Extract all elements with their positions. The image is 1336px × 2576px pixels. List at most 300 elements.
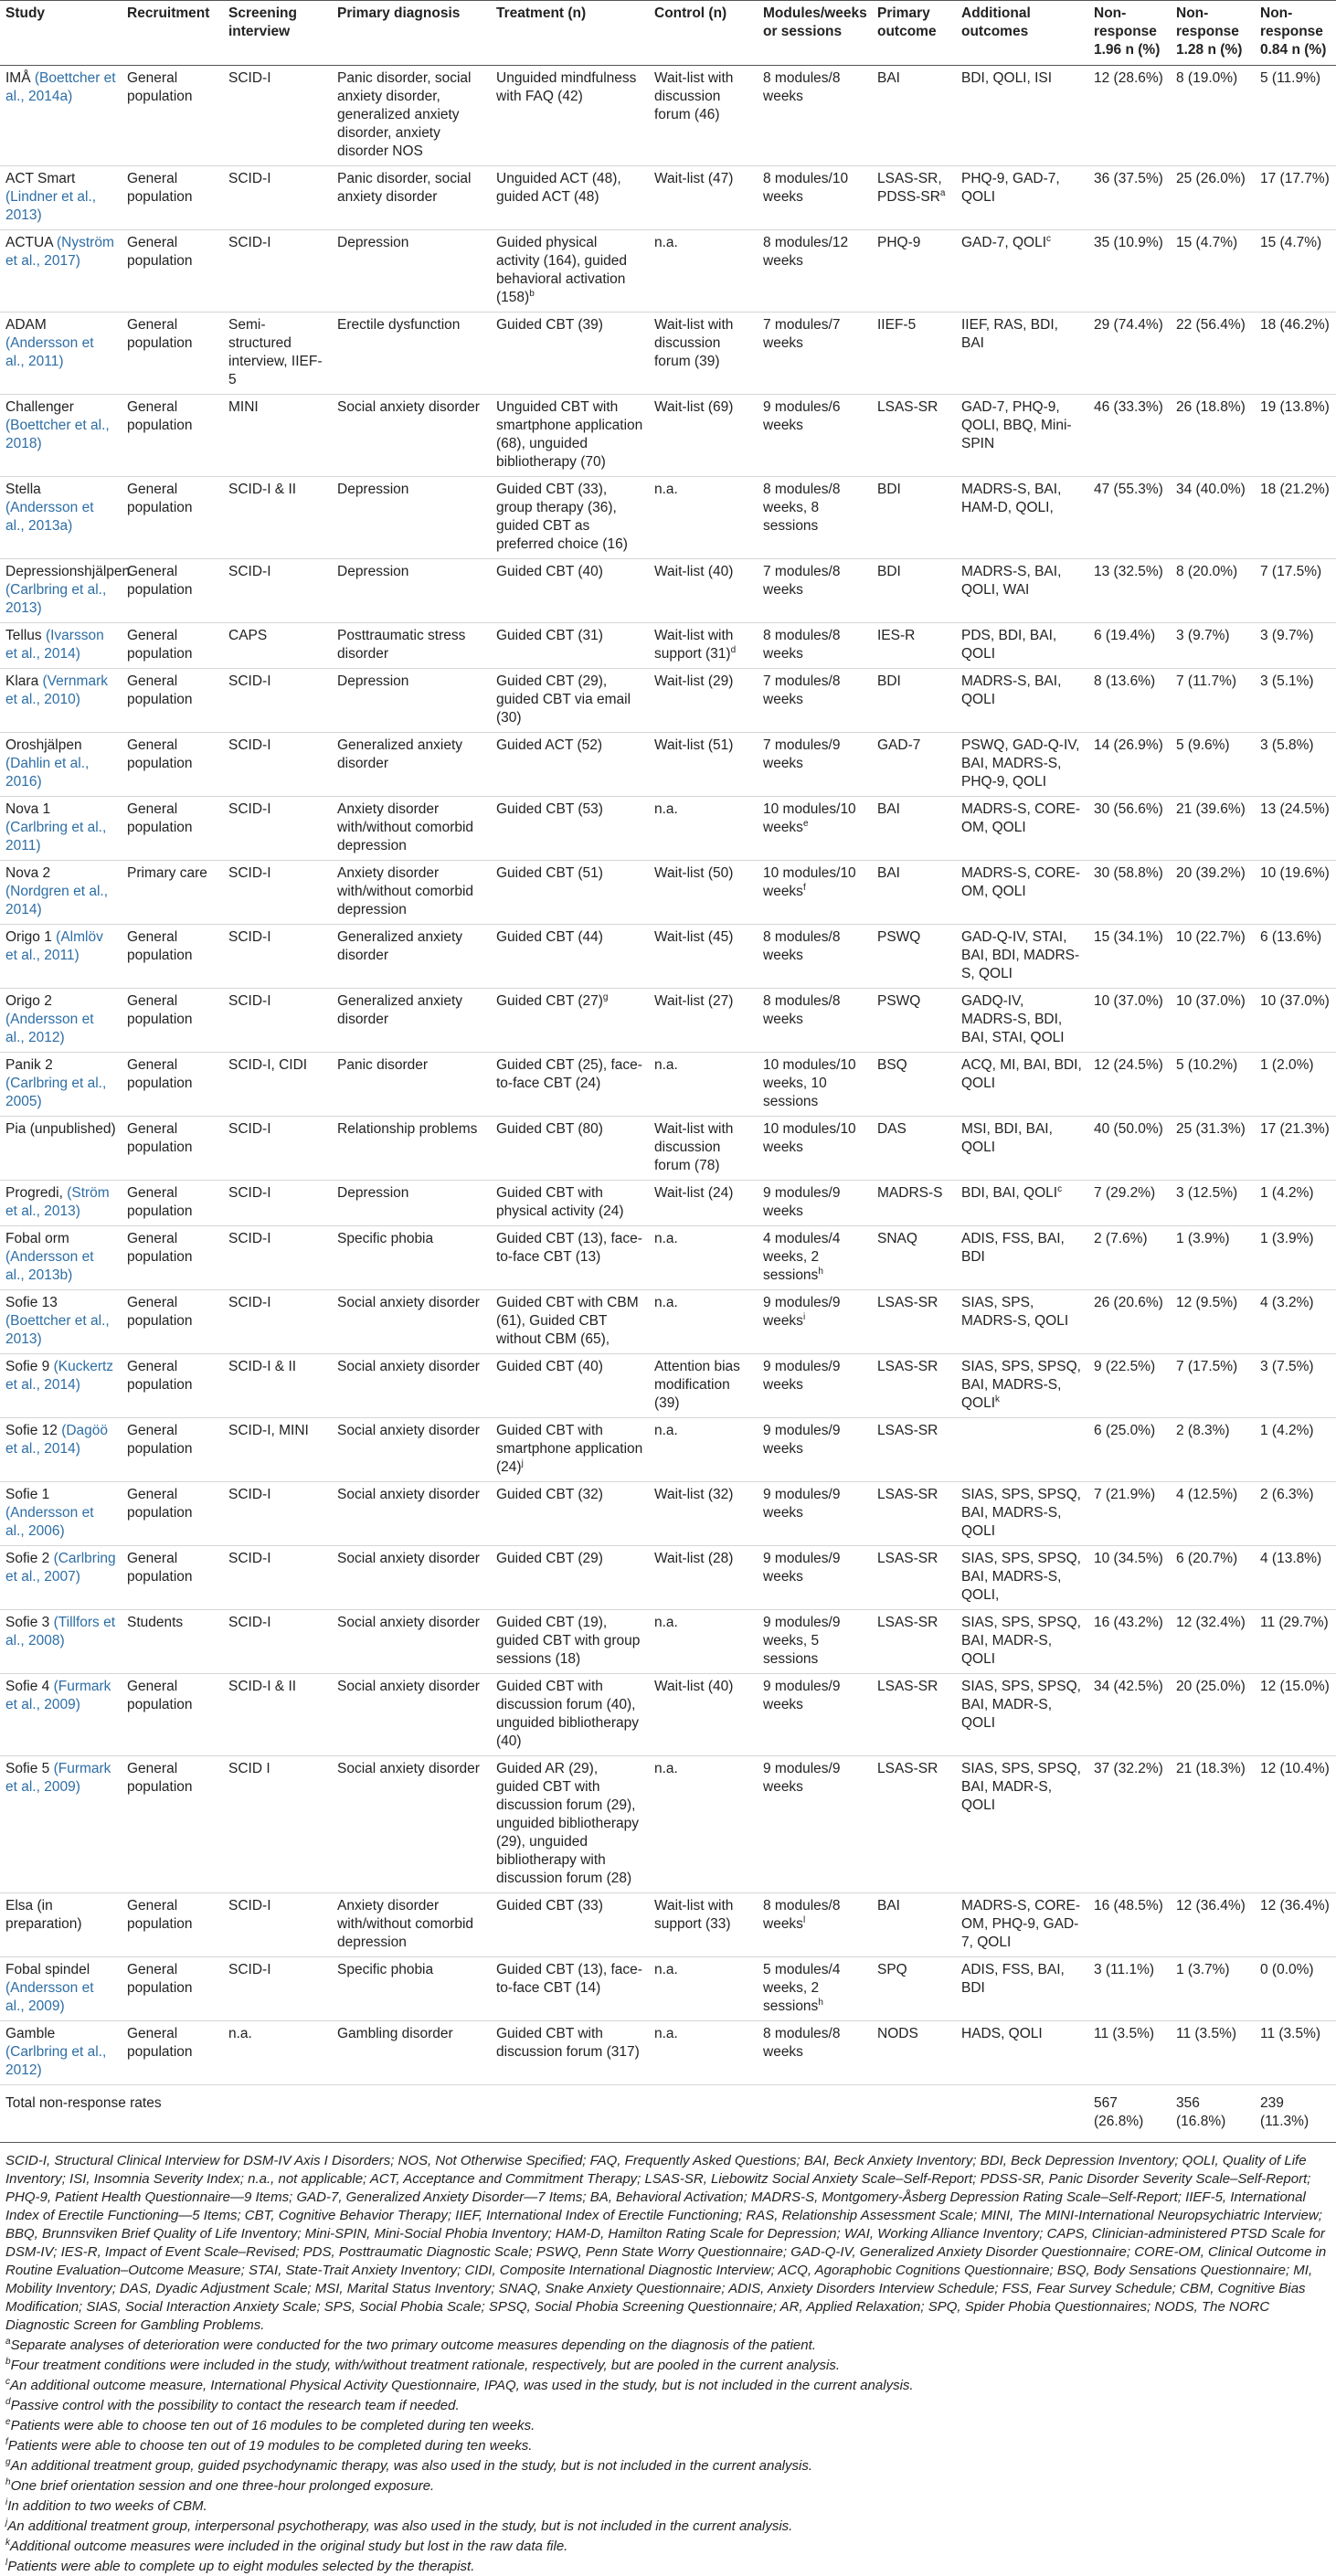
recruitment-text: General population (127, 2026, 193, 2060)
cell-modules (758, 559, 872, 623)
screening-text: SCID I (228, 1761, 270, 1776)
cell-screening (223, 1482, 332, 1546)
cell-additional (956, 1893, 1088, 1957)
outcome-text: SNAQ (877, 1231, 917, 1246)
cell-nr196 (1088, 623, 1171, 669)
table-row (0, 861, 1336, 925)
study-name: Oroshjälpen (5, 737, 82, 753)
nonresponse-value: 12 (36.4%) (1260, 1898, 1330, 1913)
cell-screening (223, 733, 332, 797)
nonresponse-value: 15 (4.7%) (1260, 235, 1322, 250)
outcome-text: SPQ (877, 1962, 907, 1977)
nonresponse-value: 12 (24.5%) (1094, 1057, 1163, 1073)
cell-outcome (872, 861, 956, 925)
nonresponse-value: 30 (58.8%) (1094, 865, 1163, 881)
study-name: ACTUA (5, 235, 53, 250)
header-nonresponse-128: Non-response 1.28 n (%) (1171, 1, 1255, 66)
table-row (0, 477, 1336, 559)
recruitment-text: General population (127, 1295, 193, 1329)
recruitment-text: General population (127, 1057, 193, 1091)
cell-study (0, 669, 122, 733)
recruitment-text: General population (127, 1761, 193, 1795)
cell-nr084 (1255, 1546, 1336, 1610)
additional-text: PSWQ, GAD-Q-IV, BAI, MADRS-S, PHQ-9, QOLI (961, 737, 1080, 790)
study-reference: (Kuckertz et al., 2014) (5, 1359, 114, 1393)
table-row (0, 925, 1336, 989)
control-text: Wait-list (69) (654, 399, 734, 415)
nonresponse-value: 26 (20.6%) (1094, 1295, 1163, 1310)
outcome-text: PSWQ (877, 993, 921, 1009)
diagnosis-text: Specific phobia (337, 1962, 434, 1977)
cell-nr196 (1088, 797, 1171, 861)
cell-study (0, 925, 122, 989)
nonresponse-value: 10 (37.0%) (1260, 993, 1330, 1009)
control-text: n.a. (654, 1295, 678, 1310)
diagnosis-text: Erectile dysfunction (337, 317, 461, 333)
recruitment-text: General population (127, 1962, 193, 1996)
cell-additional (956, 1053, 1088, 1117)
cell-additional (956, 1482, 1088, 1546)
cell-nr084 (1255, 66, 1336, 166)
cell-modules (758, 166, 872, 230)
cell-nr084 (1255, 861, 1336, 925)
control-text: n.a. (654, 1057, 678, 1073)
recruitment-text: General population (127, 993, 193, 1027)
additional-text: MADRS-S, BAI, HAM-D, QOLI, (961, 482, 1062, 515)
control-text: Wait-list (28) (654, 1551, 734, 1566)
cell-nr128 (1171, 1610, 1255, 1674)
study-name: Pia (unpublished) (5, 1121, 116, 1137)
control-text: n.a. (654, 1423, 678, 1438)
screening-text: SCID-I (228, 1962, 271, 1977)
cell-additional (956, 2021, 1088, 2085)
header-screening: Screening interview (223, 1, 332, 66)
modules-text: 9 modules/9 weeks (763, 1551, 841, 1585)
cell-control (649, 1117, 758, 1181)
screening-text: SCID-I (228, 1231, 271, 1246)
cell-nr128 (1171, 1181, 1255, 1226)
control-text: Wait-list (45) (654, 929, 734, 945)
modules-text: 9 modules/9 weeks (763, 1359, 841, 1393)
outcome-text: LSAS-SR (877, 1761, 938, 1776)
cell-nr084 (1255, 166, 1336, 230)
cell-treatment (491, 230, 649, 313)
footnote (5, 2357, 1331, 2375)
cell-nr128 (1171, 1117, 1255, 1181)
nonresponse-value: 46 (33.3%) (1094, 399, 1163, 415)
modules-text: 10 modules/10 weeks (763, 865, 856, 899)
cell-recruitment (122, 989, 223, 1053)
footnote-mark: l (5, 2558, 8, 2568)
cell-treatment (491, 1290, 649, 1354)
additional-text: SIAS, SPS, SPSQ, BAI, MADRS-S, QOLI (961, 1487, 1081, 1539)
cell-screening (223, 395, 332, 477)
nonresponse-value: 26 (18.8%) (1176, 399, 1246, 415)
cell-diagnosis (332, 1226, 491, 1290)
cell-treatment (491, 797, 649, 861)
nonresponse-value: 22 (56.4%) (1176, 317, 1246, 333)
nonresponse-value: 4 (3.2%) (1260, 1295, 1314, 1310)
cell-outcome (872, 797, 956, 861)
outcome-text: BAI (877, 1898, 900, 1913)
cell-study (0, 1418, 122, 1482)
diagnosis-text: Social anxiety disorder (337, 1679, 480, 1694)
nonresponse-value: 3 (5.1%) (1260, 673, 1314, 689)
nonresponse-value: 1 (3.9%) (1260, 1231, 1314, 1246)
study-name: Stella (5, 482, 41, 497)
cell-diagnosis (332, 1354, 491, 1418)
study-name: Challenger (5, 399, 74, 415)
table-row (0, 1053, 1336, 1117)
cell-modules (758, 1290, 872, 1354)
treatment-text: Unguided CBT with smartphone application (68), unguided bibliotherapy (70) (496, 399, 643, 470)
control-text: n.a. (654, 235, 678, 250)
cell-control (649, 1610, 758, 1674)
control-text: Wait-list with support (33) (654, 1898, 734, 1932)
cell-treatment (491, 989, 649, 1053)
cell-outcome (872, 1290, 956, 1354)
nonresponse-value: 13 (24.5%) (1260, 801, 1330, 817)
cell-diagnosis (332, 1418, 491, 1482)
screening-text: SCID-I (228, 1487, 271, 1502)
table-notes (0, 2143, 1336, 2576)
nonresponse-value: 6 (19.4%) (1094, 628, 1156, 643)
cell-treatment (491, 1674, 649, 1756)
additional-text: PHQ-9, GAD-7, QOLI (961, 171, 1060, 205)
cell-modules (758, 1226, 872, 1290)
screening-text: CAPS (228, 628, 268, 643)
cell-recruitment (122, 623, 223, 669)
cell-nr128 (1171, 797, 1255, 861)
nonresponse-value: 16 (43.2%) (1094, 1615, 1163, 1630)
cell-study (0, 1957, 122, 2021)
modules-text: 8 modules/12 weeks (763, 235, 849, 269)
additional-text: GAD-Q-IV, STAI, BAI, BDI, MADRS-S, QOLI (961, 929, 1080, 981)
additional-text: GAD-7, PHQ-9, QOLI, BBQ, Mini-SPIN (961, 399, 1072, 451)
cell-diagnosis (332, 1181, 491, 1226)
modules-text: 7 modules/8 weeks (763, 564, 841, 598)
cell-nr128 (1171, 1290, 1255, 1354)
modules-text: 9 modules/9 weeks, 5 sessions (763, 1615, 841, 1667)
cell-outcome (872, 230, 956, 313)
recruitment-text: General population (127, 235, 193, 269)
table-row (0, 1957, 1336, 2021)
treatment-text: Guided ACT (52) (496, 737, 603, 753)
nonresponse-value: 2 (8.3%) (1176, 1423, 1230, 1438)
screening-text: n.a. (228, 2026, 252, 2041)
cell-diagnosis (332, 1053, 491, 1117)
footnote-mark: e (802, 818, 809, 829)
study-name: Sofie 5 (5, 1761, 50, 1776)
cell-nr196 (1088, 313, 1171, 395)
cell-screening (223, 230, 332, 313)
footnote-text: An additional outcome measure, International Physical Activity Questionnaire, IPAQ, was used in the study, but is not included in the current analysis. (10, 2378, 914, 2393)
cell-nr128 (1171, 66, 1255, 166)
table-row (0, 1674, 1336, 1756)
cell-outcome (872, 1482, 956, 1546)
cell-treatment (491, 1354, 649, 1418)
footnote (5, 2477, 1331, 2496)
table-row (0, 1756, 1336, 1893)
modules-text: 5 modules/4 weeks, 2 sessions (763, 1962, 841, 2014)
recruitment-text: General population (127, 737, 193, 771)
cell-outcome (872, 66, 956, 166)
cell-study (0, 1226, 122, 1290)
footnote-text: Separate analyses of deterioration were conducted for the two primary outcome measures depending on the diagnosis of the patient. (10, 2337, 816, 2353)
nonresponse-value: 11 (3.5%) (1176, 2026, 1237, 2041)
footnote-mark: i (802, 1311, 806, 1322)
additional-text: MADRS-S, CORE-OM, QOLI (961, 801, 1081, 835)
study-name: Depressionshjälpen (5, 564, 131, 579)
cell-treatment (491, 925, 649, 989)
cell-screening (223, 1053, 332, 1117)
cell-nr196 (1088, 1957, 1171, 2021)
outcome-text: LSAS-SR (877, 1615, 938, 1630)
cell-nr196 (1088, 166, 1171, 230)
footnote (5, 2538, 1331, 2556)
modules-text: 8 modules/10 weeks (763, 171, 849, 205)
cell-nr128 (1171, 1893, 1255, 1957)
treatment-text: Guided CBT (53) (496, 801, 603, 817)
footnote-mark: k (5, 2538, 10, 2548)
control-text: Wait-list with support (31) (654, 628, 734, 662)
table-row (0, 559, 1336, 623)
cell-additional (956, 669, 1088, 733)
footnote-text: Additional outcome measures were included in the original study but lost in the raw data file. (10, 2539, 568, 2554)
nonresponse-value: 12 (15.0%) (1260, 1679, 1330, 1694)
nonresponse-value: 4 (13.8%) (1260, 1551, 1322, 1566)
screening-text: SCID-I (228, 235, 271, 250)
screening-text: SCID-I, MINI (228, 1423, 309, 1438)
control-text: n.a. (654, 1615, 678, 1630)
cell-recruitment (122, 559, 223, 623)
table-row (0, 623, 1336, 669)
cell-modules (758, 1893, 872, 1957)
modules-text: 9 modules/9 weeks (763, 1295, 841, 1329)
cell-nr196 (1088, 669, 1171, 733)
cell-nr196 (1088, 395, 1171, 477)
control-text: Wait-list (47) (654, 171, 734, 186)
cell-control (649, 66, 758, 166)
footnote-mark: c (1057, 1183, 1063, 1194)
outcome-text: BDI (877, 482, 901, 497)
nonresponse-value: 2 (7.6%) (1094, 1231, 1148, 1246)
cell-recruitment (122, 1756, 223, 1893)
diagnosis-text: Social anxiety disorder (337, 1487, 480, 1502)
cell-recruitment (122, 1610, 223, 1674)
abbreviations-note: SCID-I, Structural Clinical Interview for DSM-IV Axis I Disorders; NOS, Not Otherwise Specified; FAQ, Frequently Asked Questions; BAI, Beck Anxiety Inventory; BDI, Beck Depression Inventory; QOLI, Quality of Life Inventory; ISI, Insomnia Severity Index; n.a., not applicable; ACT, Acceptance and Commitment Therapy; LSAS-SR, Liebowitz Social Anxiety Scale–Self-Report; PDSS-SR, Panic Disorder Severity Scale–Self-Report; PHQ-9, Patient Health Questionnaire—9 Items; GAD-7, Generalized Anxiety Disorder—7 Items; BA, Behavioral Activation; MADRS-S, Montgomery-Åsberg Depression Rating Scale–Self-Report; IIEF-5, International Index of Erectile Functioning—5 Items; CBT, Cognitive Behavior Therapy; IIEF, International Index of Erectile Functioning; RAS, Relationship Assessment Scale; MINI, The MINI-International Neuropsychiatric Interview; BBQ, Brunnsviken Brief Quality of Life Inventory; Mini-SPIN, Mini-Social Phobia Inventory; HAM-D, Hamilton Rating Scale for Depression; WAI, Working Alliance Inventory; CAPS, Clinician-administered PTSD Scale for DSM-IV; IES-R, Impact of Event Scale–Revised; PDS, Posttraumatic Diagnostic Scale; PSWQ, Penn State Worry Questionnaire; GAD-Q-IV, Generalized Anxiety Disorder Questionnaire; CORE-OM, Clinical Outcome in Routine Evaluation–Outcome Measure; STAI, State-Trait Anxiety Inventory; CIDI, Composite International Diagnostic Interview; ACQ, Agoraphobic Cognitions Questionnaire; BSQ, Body Sensations Questionnaire; MI, Mobility Inventory; DAS, Dyadic Adjustment Scale; MSI, Marital Status Inventory; SNAQ, Snake Anxiety Questionnaire; ADIS, Anxiety Disorders Interview Schedule; FSS, Fear Survey Schedule; CBM, Cognitive Bias Modification; SIAS, Social Interaction Anxiety Scale; SPS, Social Phobia Scale; SPSQ, Social Phobia Screening Questionnaire; AR, Applied Relaxation; SPQ, Spider Phobia Questionnaires; NODS, The NORC Diagnostic Screen for Gambling Problems. (5, 2153, 1327, 2333)
treatment-text: Guided CBT (39) (496, 317, 603, 333)
cell-control (649, 989, 758, 1053)
study-reference: (Andersson et al., 2013a) (5, 500, 94, 534)
cell-control (649, 733, 758, 797)
recruitment-text: General population (127, 1423, 193, 1457)
footnote (5, 2377, 1331, 2395)
cell-outcome (872, 477, 956, 559)
header-primary-outcome: Primary outcome (872, 1, 956, 66)
cell-outcome (872, 1674, 956, 1756)
cell-additional (956, 1181, 1088, 1226)
cell-additional (956, 1610, 1088, 1674)
cell-study (0, 1053, 122, 1117)
cell-study (0, 2021, 122, 2085)
modules-text: 10 modules/10 weeks (763, 1121, 856, 1155)
cell-modules (758, 1546, 872, 1610)
cell-treatment (491, 166, 649, 230)
table-row (0, 1226, 1336, 1290)
outcome-text: LSAS-SR (877, 1679, 938, 1694)
study-name: Fobal orm (5, 1231, 69, 1246)
cell-modules (758, 477, 872, 559)
cell-recruitment (122, 861, 223, 925)
screening-text: SCID-I (228, 171, 271, 186)
nonresponse-value: 11 (3.5%) (1260, 2026, 1321, 2041)
nonresponse-value: 40 (50.0%) (1094, 1121, 1163, 1137)
nonresponse-value: 25 (26.0%) (1176, 171, 1246, 186)
study-reference: (Dahlin et al., 2016) (5, 756, 90, 790)
cell-modules (758, 1957, 872, 2021)
control-text: n.a. (654, 482, 678, 497)
study-name: Sofie 13 (5, 1295, 58, 1310)
additional-text: SIAS, SPS, SPSQ, BAI, MADR-S, QOLI (961, 1761, 1081, 1813)
treatment-text: Guided CBT with smartphone application (24) (496, 1423, 643, 1475)
cell-recruitment (122, 925, 223, 989)
modules-text: 10 modules/10 weeks (763, 801, 856, 835)
nonresponse-value: 12 (28.6%) (1094, 70, 1163, 86)
control-text: n.a. (654, 801, 678, 817)
cell-control (649, 477, 758, 559)
nonresponse-value: 10 (19.6%) (1260, 865, 1330, 881)
additional-text: ADIS, FSS, BAI, BDI (961, 1231, 1065, 1265)
cell-outcome (872, 1418, 956, 1482)
modules-text: 8 modules/8 weeks (763, 929, 841, 963)
cell-screening (223, 1756, 332, 1893)
nonresponse-value: 3 (9.7%) (1260, 628, 1314, 643)
outcome-text: PSWQ (877, 929, 921, 945)
diagnosis-text: Social anxiety disorder (337, 1761, 480, 1776)
cell-study (0, 1354, 122, 1418)
cell-study (0, 1893, 122, 1957)
footnote-mark: h (5, 2477, 11, 2487)
cell-nr128 (1171, 1546, 1255, 1610)
cell-screening (223, 1418, 332, 1482)
cell-additional (956, 66, 1088, 166)
cell-recruitment (122, 2021, 223, 2085)
cell-screening (223, 559, 332, 623)
cell-treatment (491, 477, 649, 559)
cell-modules (758, 1181, 872, 1226)
cell-modules (758, 669, 872, 733)
cell-treatment (491, 1610, 649, 1674)
modules-text: 7 modules/9 weeks (763, 737, 841, 771)
study-name: Tellus (5, 628, 42, 643)
cell-additional (956, 1117, 1088, 1181)
nonresponse-value: 19 (13.8%) (1260, 399, 1330, 415)
cell-nr128 (1171, 395, 1255, 477)
nonresponse-value: 10 (22.7%) (1176, 929, 1246, 945)
cell-control (649, 395, 758, 477)
cell-nr196 (1088, 1354, 1171, 1418)
cell-recruitment (122, 66, 223, 166)
cell-control (649, 1674, 758, 1756)
cell-diagnosis (332, 1290, 491, 1354)
study-reference: (Andersson et al., 2012) (5, 1012, 94, 1045)
cell-diagnosis (332, 1756, 491, 1893)
study-name: Sofie 12 (5, 1423, 58, 1438)
cell-study (0, 1482, 122, 1546)
cell-nr196 (1088, 1226, 1171, 1290)
cell-control (649, 2021, 758, 2085)
cell-treatment (491, 559, 649, 623)
diagnosis-text: Anxiety disorder with/without comorbid depression (337, 865, 474, 917)
cell-control (649, 1290, 758, 1354)
recruitment-text: General population (127, 801, 193, 835)
cell-nr128 (1171, 2021, 1255, 2085)
cell-nr196 (1088, 1482, 1171, 1546)
diagnosis-text: Panic disorder, social anxiety disorder, generalized anxiety disorder, anxiety disorder NOS (337, 70, 472, 159)
cell-additional (956, 1226, 1088, 1290)
cell-nr128 (1171, 1482, 1255, 1546)
diagnosis-text: Depression (337, 1185, 409, 1201)
cell-study (0, 733, 122, 797)
cell-nr084 (1255, 559, 1336, 623)
screening-text: SCID-I & II (228, 482, 297, 497)
footnote-text: Patients were able to choose ten out of 19 modules to be completed during ten weeks. (7, 2438, 533, 2454)
control-text: Wait-list (50) (654, 865, 734, 881)
footnote-mark: d (5, 2397, 11, 2407)
cell-modules (758, 1482, 872, 1546)
additional-text: MADRS-S, CORE-OM, QOLI (961, 865, 1081, 899)
cell-screening (223, 166, 332, 230)
cell-nr128 (1171, 1354, 1255, 1418)
cell-recruitment (122, 1053, 223, 1117)
footnote-mark: j (521, 1458, 524, 1468)
nonresponse-value: 0 (0.0%) (1260, 1962, 1314, 1977)
cell-recruitment (122, 395, 223, 477)
table-row (0, 1893, 1336, 1957)
nonresponse-value: 17 (17.7%) (1260, 171, 1330, 186)
cell-recruitment (122, 1290, 223, 1354)
study-reference: (Andersson et al., 2013b) (5, 1249, 94, 1283)
cell-study (0, 1290, 122, 1354)
screening-text: SCID-I (228, 1898, 271, 1913)
recruitment-text: General population (127, 1359, 193, 1393)
cell-nr084 (1255, 1354, 1336, 1418)
nonresponse-value: 12 (10.4%) (1260, 1761, 1330, 1776)
cell-treatment (491, 1181, 649, 1226)
cell-screening (223, 1893, 332, 1957)
nonresponse-value: 12 (9.5%) (1176, 1295, 1238, 1310)
screening-text: SCID-I (228, 1551, 271, 1566)
outcome-text: BAI (877, 801, 900, 817)
nonresponse-value: 30 (56.6%) (1094, 801, 1163, 817)
cell-modules (758, 66, 872, 166)
screening-text: SCID-I (228, 1121, 271, 1137)
diagnosis-text: Relationship problems (337, 1121, 478, 1137)
outcome-text: BAI (877, 70, 900, 86)
footnote-mark: g (5, 2457, 11, 2467)
cell-recruitment (122, 669, 223, 733)
study-reference: (Andersson et al., 2011) (5, 335, 94, 369)
modules-text: 8 modules/8 weeks, 8 sessions (763, 482, 841, 534)
cell-treatment (491, 1117, 649, 1181)
additional-text: MADRS-S, BAI, QOLI (961, 673, 1062, 707)
cell-diagnosis (332, 925, 491, 989)
cell-screening (223, 1181, 332, 1226)
modules-text: 4 modules/4 weeks, 2 sessions (763, 1231, 841, 1283)
control-text: n.a. (654, 1231, 678, 1246)
nonresponse-value: 1 (3.9%) (1176, 1231, 1230, 1246)
